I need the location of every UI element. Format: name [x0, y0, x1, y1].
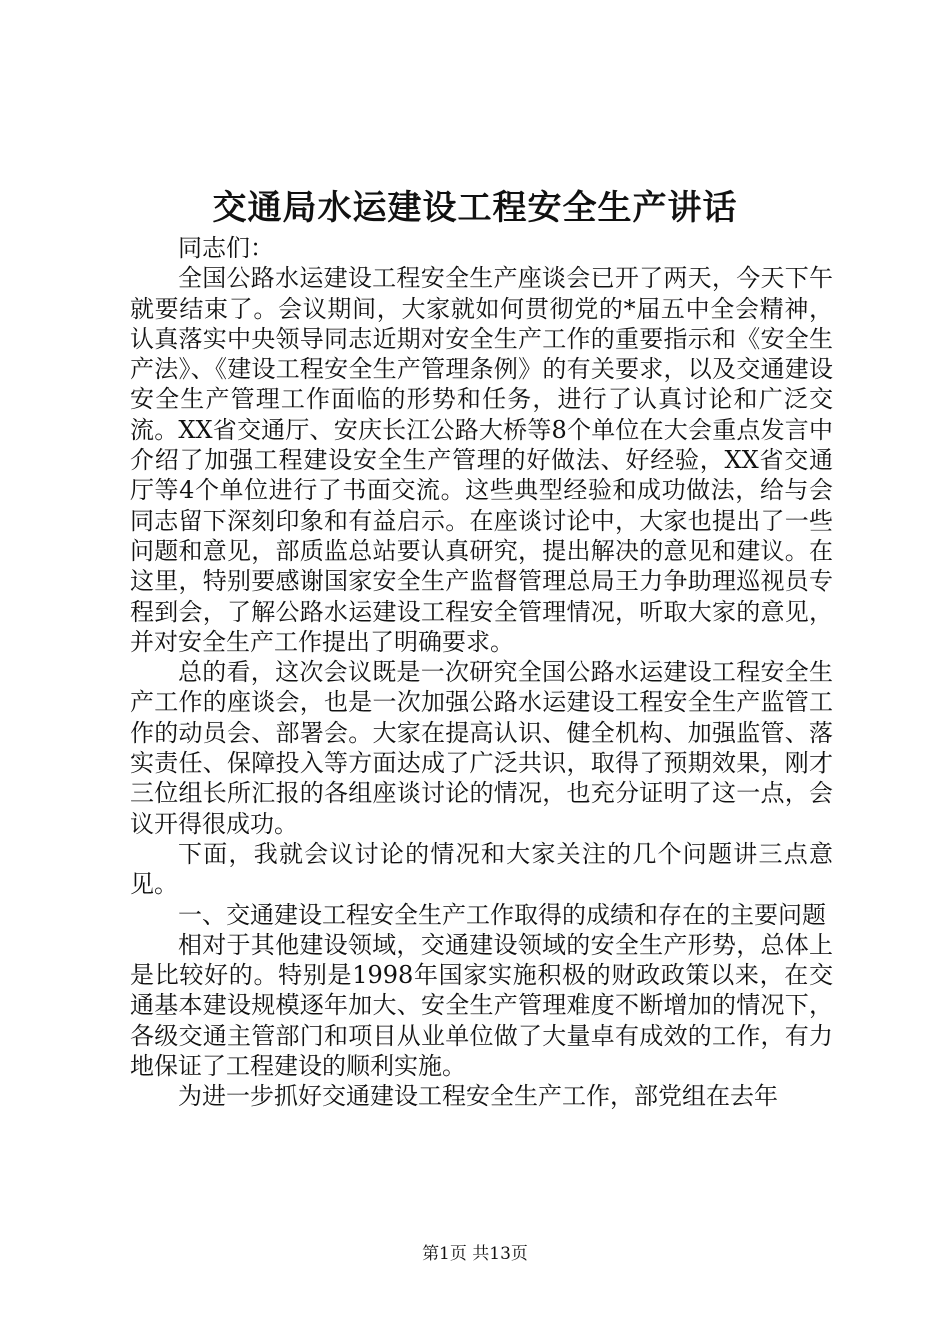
- salutation-paragraph: 同志们：: [178, 234, 274, 262]
- body-paragraph: 为进一步抓好交通建设工程安全生产工作，部党组在去年: [178, 1082, 778, 1111]
- document-title: 交通局水运建设工程安全生产讲话: [212, 188, 738, 228]
- document-body: [130, 233, 833, 1112]
- page-number-footer: 第1页 共13页: [422, 1244, 528, 1264]
- section-heading: 一、交通建设工程安全生产工作取得的成绩和存在的主要问题: [178, 900, 826, 929]
- body-paragraph: 全国公路水运建设工程安全生产座谈会已开了两天，今天下午就要结束了。会议期间，大家就如何贯彻党的*届五中全会精神，认真落实中央领导同志近期对安全生产工作的重要指示和《安全生产法》、《建设工程安全生产管理条例》的有关要求，以及交通建设安全生产管理工作面临的形势和任务，进行了认真讨论和广泛交流。XX省交通厅、安庆长江公路大桥等8个单位在大会重点发言中介绍了加强工程建设安全生产管理的好做法、好经验，XX省交通厅等4个单位进行了书面交流。这些典型经验和成功做法，给与会同志留下深刻印象和有益启示。在座谈讨论中，大家也提出了一些问题和意见，部质监总站要认真研究，提出解决的意见和建议。在这里，特别要感谢国家安全生产监督管理总局王力争助理巡视员专程到会，了解公路水运建设工程安全管理情况，听取大家的意见，并对安全生产工作提出了明确要求。: [130, 264, 833, 656]
- body-paragraph: 总的看，这次会议既是一次研究全国公路水运建设工程安全生产工作的座谈会，也是一次加强公路水运建设工程安全生产监管工作的动员会、部署会。大家在提高认识、健全机构、加强监管、落实责任、保障投入等方面达成了广泛共识，取得了预期效果，刚才三位组长所汇报的各组座谈讨论的情况，也充分证明了这一点，会议开得很成功。: [130, 658, 833, 838]
- body-paragraph: 下面，我就会议讨论的情况和大家关注的几个问题讲三点意见。: [130, 839, 833, 899]
- body-paragraph: 相对于其他建设领域，交通建设领域的安全生产形势，总体上是比较好的。特别是1998年国家实施积极的财政政策以来，在交通基本建设规模逐年加大、安全生产管理难度不断增加的情况下，各级交通主管部门和项目从业单位做了大量卓有成效的工作，有力地保证了工程建设的顺利实施。: [130, 930, 833, 1081]
